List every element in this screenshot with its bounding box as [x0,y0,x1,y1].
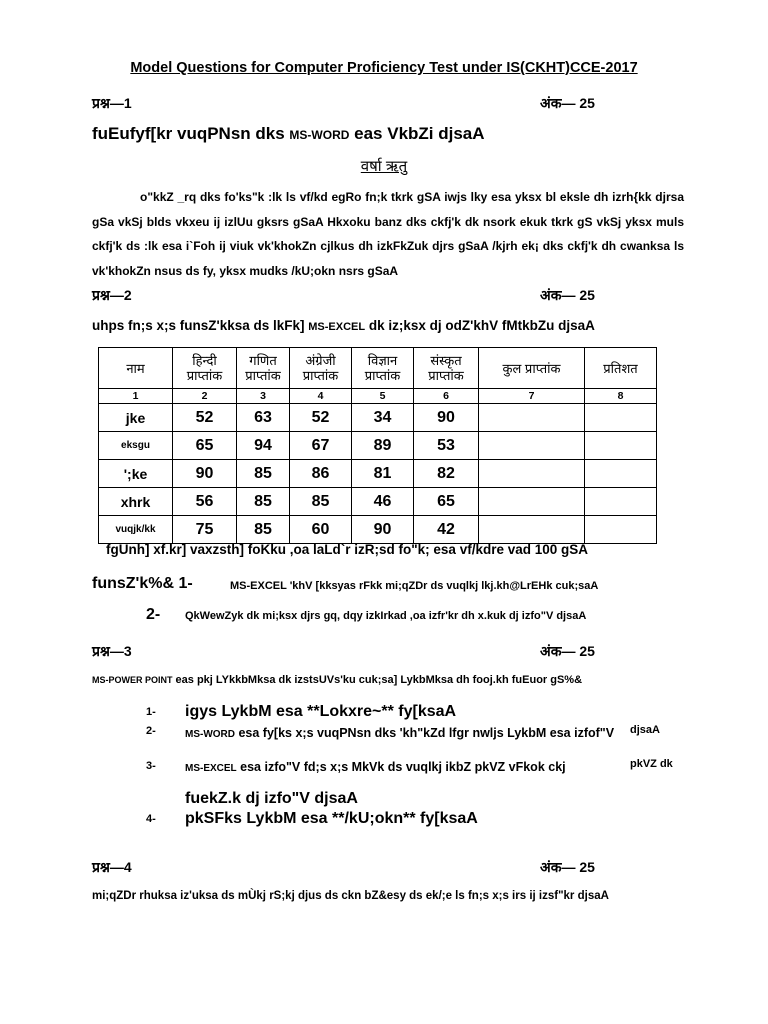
item-3-number: 3- [146,760,156,772]
percent-cell [585,432,657,460]
item-3-line [185,760,566,774]
item-2-text: esa fy[ks x;s vuqPNsn dks 'kh"kZd lfgr nwljs LykbM esa izfof"V [235,726,615,740]
score-cell: 75 [173,516,237,544]
question-1-heading-ms-word: MS-WORD [289,128,350,142]
total-cell [479,460,585,488]
student-name: eksgu [99,432,173,460]
score-cell: 60 [290,516,352,544]
column-number: 2 [173,389,237,404]
question-1-heading [92,124,485,144]
item-3-text: esa izfo"V fd;s x;s MkVk ds vuqlkj ikbZ pkVZ vFkok ckj [236,760,566,774]
column-number: 3 [237,389,290,404]
column-number: 7 [479,389,585,404]
question-3-instruction-text: eas pkj LYkkbMksa dk izstsUVs'ku cuk;sa] LykbMksa dh fooj.kh fuEuor gS%& [172,674,583,686]
item-2-line [185,726,614,740]
total-cell [479,516,585,544]
table-header-row [99,348,657,389]
table-header-cell: कुल प्राप्तांक [479,348,585,389]
student-name: xhrk [99,488,173,516]
score-cell: 52 [173,404,237,432]
column-number: 4 [290,389,352,404]
score-cell: 67 [290,432,352,460]
question-3-marks: अंक— 25 [540,643,595,659]
table-header-cell: संस्कृत प्राप्तांक [414,348,479,389]
item-1-number: 1- [146,706,156,718]
passage-paragraph [92,185,684,283]
instruction-2-number: 2- [146,606,161,623]
item-2-number: 2- [146,725,156,737]
question-3-instruction [92,674,582,686]
passage-text: o"kkZ _rq dks fo'ks"k :lk ls vf/kd egRo fn;k tkrk gSA iwjs lky esa yksx bl eksle dh izrh{kk djrsa gSa vkSj blds vkxeu ij izlUu gksrs gSaA Hkxoku banz dks ckfj'k dk nsork ekuk tkrk gS vkSj yksx muls ckfj'k ds :lk esa i`Foh ij viuk vk'khokZn cjlkus dh izkFkZuk djrs gSaA /kjrh ek¡ dks ckfj'k dh cwanksa ls vk'khokZn nsus ds fy, yksx mudks /kU;okn nsrs gSaA [92,190,684,278]
item-2-side-text: djsaA [630,724,660,736]
percent-cell [585,488,657,516]
score-cell: 34 [352,404,414,432]
instruction-2-text: QkWewZyk dk mi;ksx djrs gq, dqy izkIrkad ,oa izfr'kr dh x.kuk dj izfo"V djsaA [185,610,587,622]
percent-cell [585,460,657,488]
question-2-instruction-part-b: dk iz;ksx dj odZ'khV fMtkbZu djsaA [365,318,595,333]
score-cell: 94 [237,432,290,460]
student-name: vuqjk/kk [99,516,173,544]
question-2-ms-excel: MS-EXCEL [308,321,366,333]
question-1-label: प्रश्न—1 [92,95,132,111]
score-cell: 89 [352,432,414,460]
marks-table [98,347,657,544]
student-name: jke [99,404,173,432]
table-header-cell: गणित प्राप्तांक [237,348,290,389]
column-number: 8 [585,389,657,404]
item-3-side-text: pkVZ dk [630,758,673,770]
score-cell: 90 [414,404,479,432]
question-4-marks: अंक— 25 [540,859,595,875]
table-row [99,488,657,516]
score-cell: 52 [290,404,352,432]
score-cell: 63 [237,404,290,432]
score-cell: 82 [414,460,479,488]
table-row [99,516,657,544]
table-header-cell: विज्ञान प्राप्तांक [352,348,414,389]
column-number: 5 [352,389,414,404]
score-cell: 85 [237,488,290,516]
question-4-label: प्रश्न—4 [92,859,132,875]
passage-subheading: वर्षा ऋतु [360,158,408,175]
item-4-number: 4- [146,813,156,825]
question-1-heading-part-a: fuEufyf[kr vuqPNsn dks [92,124,290,143]
question-3-label: प्रश्न—3 [92,643,132,659]
table-header-cell: प्रतिशत [585,348,657,389]
max-marks-note: fgUnh] xf.kr] vaxzsth] foKku ,oa laLd`r izR;sd fo"k; esa vf/kdre vad 100 gSA [106,542,588,557]
table-header-cell: नाम [99,348,173,389]
item-3-ms-excel: MS-EXCEL [185,763,237,774]
score-cell: 85 [290,488,352,516]
total-cell [479,488,585,516]
table-header-cell: अंग्रेजी प्राप्तांक [290,348,352,389]
item-3-continuation: fuekZ.k dj izfo"V djsaA [185,790,358,807]
question-2-instruction [92,318,595,333]
total-cell [479,404,585,432]
question-2-marks: अंक— 25 [540,287,595,303]
score-cell: 85 [237,460,290,488]
student-name: ';ke [99,460,173,488]
instructions-label: funsZ'k%& 1- [92,575,193,592]
total-cell [479,432,585,460]
page-title: Model Questions for Computer Proficiency Test under IS(CKHT)CCE-2017 [130,60,638,76]
instruction-1-text: MS-EXCEL 'khV [kksyas rFkk mi;qZDr ds vuqlkj lkj.kh@LrEHk cuk;saA [230,580,599,592]
score-cell: 90 [173,460,237,488]
score-cell: 42 [414,516,479,544]
column-number: 1 [99,389,173,404]
score-cell: 85 [237,516,290,544]
score-cell: 65 [414,488,479,516]
item-2-ms-word: MS-WORD [185,729,235,740]
score-cell: 86 [290,460,352,488]
score-cell: 81 [352,460,414,488]
question-1-heading-part-b: eas VkbZi djsaA [349,124,485,143]
score-cell: 53 [414,432,479,460]
table-row [99,404,657,432]
question-3-ms-power-point: MS-POWER POINT [92,675,173,685]
question-2-instruction-part-a: uhps fn;s x;s funsZ'kksa ds lkFk] [92,318,309,333]
table-row [99,460,657,488]
item-4-text: pkSFks LykbM esa **/kU;okn** fy[ksaA [185,810,478,827]
score-cell: 56 [173,488,237,516]
percent-cell [585,516,657,544]
column-number: 6 [414,389,479,404]
question-1-marks: अंक— 25 [540,95,595,111]
question-4-instruction: mi;qZDr rhuksa iz'uksa ds mÙkj rS;kj djus ds ckn bZ&esy ds ek/;e ls fn;s x;s irs ij izsf"kr djsaA [92,890,609,902]
question-2-label: प्रश्न—2 [92,287,132,303]
table-column-number-row [99,389,657,404]
score-cell: 90 [352,516,414,544]
table-row [99,432,657,460]
score-cell: 46 [352,488,414,516]
item-1-text: igys LykbM esa **Lokxre~** fy[ksaA [185,703,457,720]
percent-cell [585,404,657,432]
score-cell: 65 [173,432,237,460]
table-header-cell: हिन्दी प्राप्तांक [173,348,237,389]
